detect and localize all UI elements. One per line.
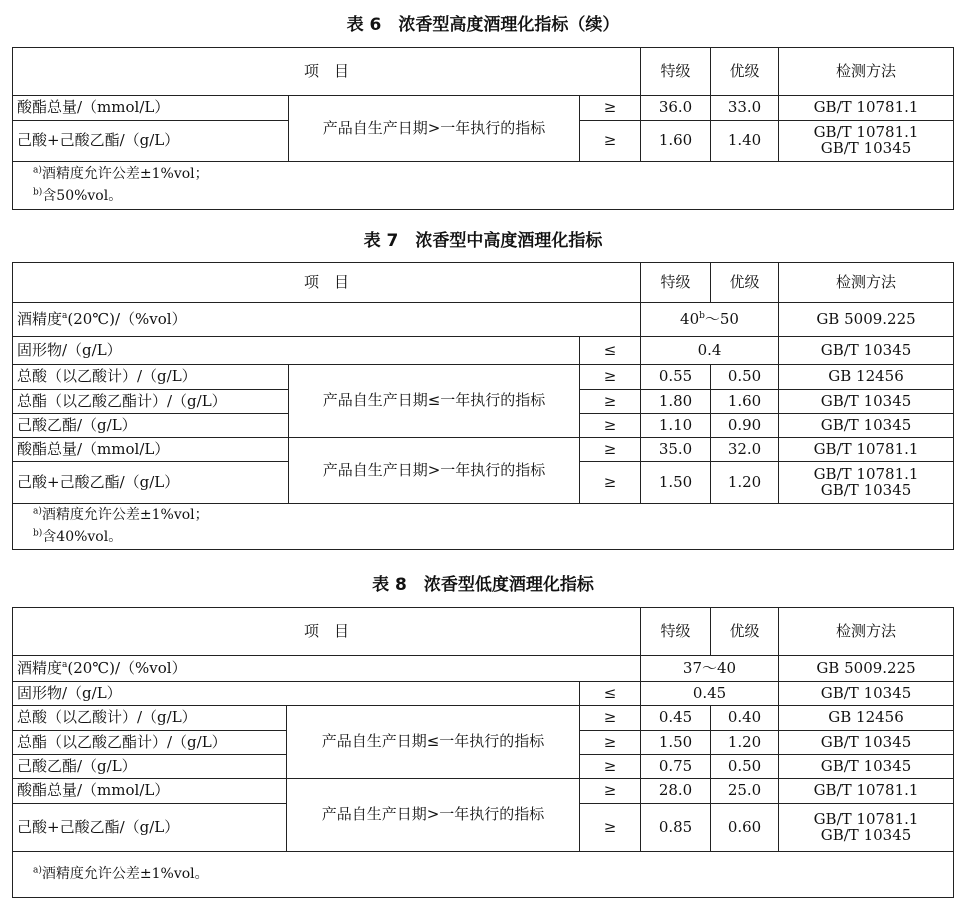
row-method: GB/T 10781.1 [779,779,954,804]
note-line [33,864,949,886]
note-line [33,505,949,527]
row-symbol: ≥ [580,462,641,504]
table-row [13,303,954,337]
row-symbol: ≥ [580,706,641,731]
footnote-mark: b [699,310,705,321]
header-method: 检测方法 [779,48,954,96]
table8-notes-row [13,852,954,898]
row-good-value: 25.0 [711,779,779,804]
row-name: 酸酯总量/（mmol/L） [13,438,289,462]
method-line: GB/T 10345 [820,480,912,499]
row-symbol: ≥ [580,365,641,390]
row-name: 总酯（以乙酸乙酯计）/（g/L） [13,731,287,755]
row-method: GB/T 10345 [779,731,954,755]
row-top-value: 0.85 [641,804,711,852]
table-row [13,96,954,121]
alcohol-label: 酒精度 [17,309,63,328]
alcohol-unit: (20℃)/（%vol） [67,309,187,328]
row-name: 固形物/（g/L） [13,682,580,706]
row-name: 己酸+己酸乙酯/（g/L） [13,121,289,162]
header-method: 检测方法 [779,263,954,303]
footnote-mark: a) [33,865,42,875]
row-good-value: 32.0 [711,438,779,462]
table7-header-row [13,263,954,303]
row-name: 酸酯总量/（mmol/L） [13,96,289,121]
method-line: GB/T 10781.1 [813,464,919,483]
row-top-value: 36.0 [641,96,711,121]
row-symbol: ≥ [580,779,641,804]
row-top-value: 0.75 [641,755,711,779]
row-method [779,804,954,852]
row-name: 总酸（以乙酸计）/（g/L） [13,706,287,731]
row-good-value: 1.20 [711,462,779,504]
header-top-grade: 特级 [641,263,711,303]
row-value: 0.4 [641,337,779,365]
condition-cell: 产品自生产日期>一年执行的指标 [287,779,580,852]
condition-cell: 产品自生产日期≤一年执行的指标 [287,706,580,779]
row-method: GB/T 10345 [779,755,954,779]
header-item: 项 目 [13,608,641,656]
row-name: 固形物/（g/L） [13,337,580,365]
table6-notes-row [13,162,954,210]
row-method: GB/T 10345 [779,390,954,414]
row-top-value: 1.50 [641,462,711,504]
header-top-grade: 特级 [641,48,711,96]
table-row [13,656,954,682]
table-row [13,682,954,706]
note-line [33,527,949,549]
table6-title: 表 6 浓香型高度酒理化指标（续） [346,15,620,35]
row-good-value: 0.90 [711,414,779,438]
row-method: GB/T 10781.1 [779,438,954,462]
footnote-mark: a [62,310,68,321]
table-row [13,365,954,390]
method-line: GB/T 10781.1 [813,123,919,142]
header-method: 检测方法 [779,608,954,656]
row-symbol: ≥ [580,96,641,121]
row-top-value: 0.45 [641,706,711,731]
row-method: GB 12456 [779,365,954,390]
row-name: 酸酯总量/（mmol/L） [13,779,287,804]
note-text: 酒精度允许公差±1%vol。 [41,865,209,882]
alcohol-name [13,303,641,337]
row-top-value: 1.80 [641,390,711,414]
table6-header-row [13,48,954,96]
table-row [13,779,954,804]
row-name: 己酸+己酸乙酯/（g/L） [13,804,287,852]
row-value: 0.45 [641,682,779,706]
alcohol-value-high: ～50 [704,309,739,328]
notes-cell [13,852,954,898]
method-line: GB/T 10345 [820,139,912,157]
footnote-mark: a) [33,506,42,517]
row-name: 总酸（以乙酸计）/（g/L） [13,365,289,390]
condition-cell: 产品自生产日期>一年执行的指标 [289,438,580,504]
row-method: GB/T 10345 [779,682,954,706]
table-row [13,337,954,365]
table6 [12,47,954,210]
method-line: GB/T 10345 [820,825,912,844]
table8-header-row [13,608,954,656]
row-method [779,121,954,162]
footnote-mark: b) [33,527,43,538]
row-good-value: 1.20 [711,731,779,755]
row-symbol: ≥ [580,121,641,162]
row-method: GB/T 10781.1 [779,96,954,121]
note-line [33,186,949,208]
note-text: 酒精度允许公差±1%vol； [41,506,209,523]
row-top-value: 1.60 [641,121,711,162]
row-symbol: ≥ [580,804,641,852]
row-top-value: 0.55 [641,365,711,390]
header-top-grade: 特级 [641,608,711,656]
row-good-value: 0.60 [711,804,779,852]
row-good-value: 1.60 [711,390,779,414]
row-top-value: 1.10 [641,414,711,438]
notes-cell [13,504,954,550]
row-symbol: ≤ [580,682,641,706]
footnote-mark: b) [33,186,43,197]
row-top-value: 28.0 [641,779,711,804]
row-method: GB 5009.225 [779,656,954,682]
row-name: 总酯（以乙酸乙酯计）/（g/L） [13,390,289,414]
note-text: 含50%vol。 [42,187,123,204]
row-symbol: ≥ [580,390,641,414]
table7-notes-row [13,504,954,550]
alcohol-unit: (20℃)/（%vol） [67,658,187,677]
note-text: 含40%vol。 [42,528,123,545]
condition-cell: 产品自生产日期≤一年执行的指标 [289,365,580,438]
note-text: 酒精度允许公差±1%vol； [41,165,209,182]
row-method [779,462,954,504]
table-row [13,706,954,731]
notes-cell [13,162,954,210]
header-item: 项 目 [13,263,641,303]
alcohol-value-low: 40 [680,309,700,328]
row-name: 己酸乙酯/（g/L） [13,755,287,779]
row-good-value: 0.40 [711,706,779,731]
row-name: 己酸乙酯/（g/L） [13,414,289,438]
row-symbol: ≥ [580,755,641,779]
header-good-grade: 优级 [711,608,779,656]
header-item: 项 目 [13,48,641,96]
table7-title: 表 7 浓香型中高度酒理化指标 [363,231,603,251]
row-method: GB 5009.225 [779,303,954,337]
header-good-grade: 优级 [711,263,779,303]
header-good-grade: 优级 [711,48,779,96]
row-name: 己酸+己酸乙酯/（g/L） [13,462,289,504]
method-line: GB/T 10781.1 [813,809,919,828]
alcohol-name [13,656,641,682]
row-method: GB/T 10345 [779,337,954,365]
table7 [12,262,954,550]
row-symbol: ≥ [580,731,641,755]
alcohol-value: 37～40 [641,656,779,682]
footnote-mark: a) [33,165,42,176]
note-line [33,164,949,186]
table-row [13,438,954,462]
alcohol-value [641,303,779,337]
table8-title: 表 8 浓香型低度酒理化指标 [372,575,594,595]
row-good-value: 1.40 [711,121,779,162]
row-top-value: 1.50 [641,731,711,755]
row-symbol: ≥ [580,414,641,438]
table8 [12,607,954,898]
row-method: GB/T 10345 [779,414,954,438]
row-good-value: 33.0 [711,96,779,121]
row-top-value: 35.0 [641,438,711,462]
alcohol-label: 酒精度 [17,658,63,677]
row-good-value: 0.50 [711,755,779,779]
footnote-mark: a [62,659,68,670]
row-symbol: ≥ [580,438,641,462]
row-symbol: ≤ [580,337,641,365]
condition-cell: 产品自生产日期>一年执行的指标 [289,96,580,162]
row-method: GB 12456 [779,706,954,731]
row-good-value: 0.50 [711,365,779,390]
